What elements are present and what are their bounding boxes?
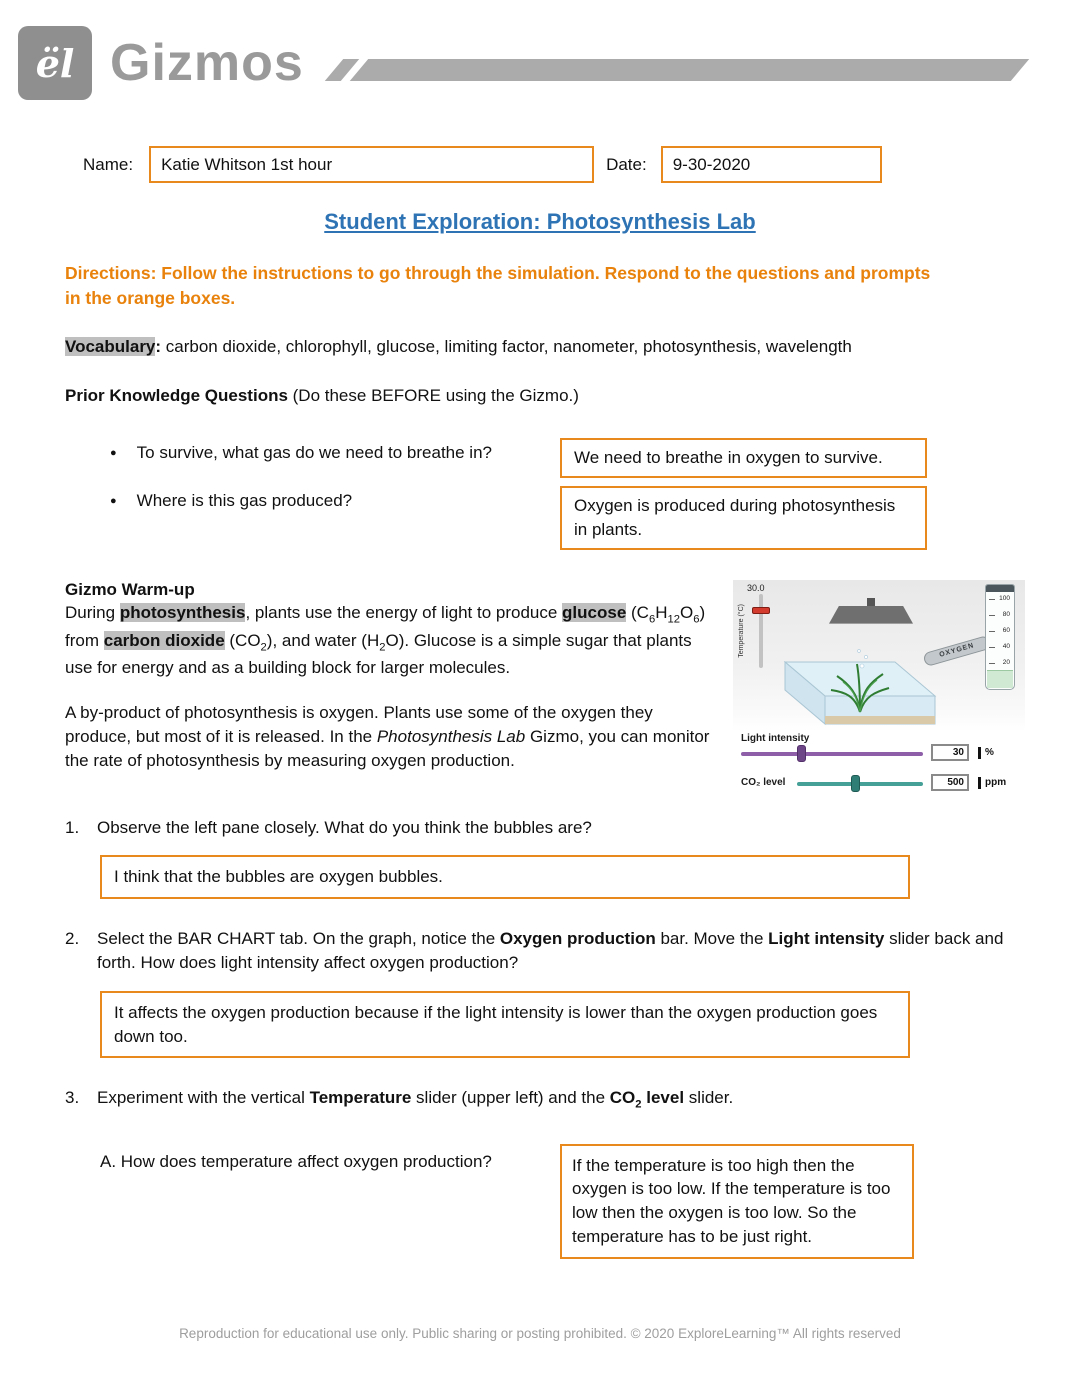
cylinder-cap (986, 585, 1014, 592)
cylinder-tick-40: 40 (1002, 642, 1010, 650)
prior-answer-box-1[interactable]: We need to breathe in oxygen to survive. (560, 438, 927, 478)
aquarium-tank-image (767, 624, 943, 736)
warmup-heading: Gizmo Warm-up (65, 579, 195, 599)
prior-question-list (110, 438, 927, 549)
question-2 (65, 927, 1015, 975)
vocabulary-line: Vocabulary: carbon dioxide, chlorophyll, glucose, limiting factor, nanometer, photosynthesis, wavelength (65, 336, 852, 356)
question-3 (65, 1086, 1015, 1113)
prior-question-2: ● Where is this gas produced? (110, 486, 560, 511)
cylinder-tick-60: 60 (1002, 626, 1010, 634)
light-intensity-slider-track (741, 752, 923, 756)
question-3-number: 3. (65, 1088, 80, 1108)
light-intensity-unit: % (978, 747, 994, 759)
footer-text: Reproduction for educational use only. Public sharing or posting prohibited. © 2020 ExploreLearning™ All rights reserved (179, 1326, 901, 1341)
temperature-slider-handle (752, 607, 770, 614)
date-field[interactable]: 9-30-2020 (661, 146, 882, 183)
question-1 (65, 816, 1015, 840)
cylinder-liquid (987, 670, 1013, 688)
oxygen-tube-label: OXYGEN (922, 635, 991, 667)
light-intensity-slider-handle (797, 745, 806, 762)
page-title: Student Exploration: Photosynthesis Lab (324, 209, 756, 234)
brand-name: Gizmos (110, 34, 304, 92)
co2-level-label: CO₂ level (741, 776, 786, 788)
date-label: Date: (606, 154, 647, 174)
name-label: Name: (83, 154, 134, 174)
co2-value: 500 (931, 774, 969, 791)
temperature-value: 30.0 (747, 582, 765, 593)
gizmo-simulation-image (733, 580, 1025, 810)
answer-box-q3a[interactable]: If the temperature is too high then the oxygen is too low. If the temperature is too low then the oxygen is too low. So the temperature has to be just right. (560, 1144, 914, 1259)
logo-glyph: ël (35, 40, 75, 86)
question-3a-row (100, 1144, 1020, 1259)
temperature-slider-track (759, 594, 763, 668)
lamp-icon (829, 606, 913, 624)
prior-answer-box-2[interactable]: Oxygen is produced during photosynthesis in plants. (560, 486, 927, 550)
name-date-row (83, 146, 1020, 183)
directions-text: Directions: Follow the instructions to go through the simulation. Respond to the questions and prompts in the orange boxes. (65, 263, 931, 308)
question-1-text: Observe the left pane closely. What do you think the bubbles are? (97, 817, 592, 837)
name-field[interactable]: Katie Whitson 1st hour (149, 146, 594, 183)
brand-header (0, 0, 1080, 100)
light-intensity-value: 30 (931, 744, 969, 761)
co2-unit: ppm (978, 777, 1006, 789)
light-intensity-label: Light intensity (741, 732, 810, 744)
question-2-number: 2. (65, 929, 80, 949)
warmup-section (65, 578, 1025, 788)
question-3a-label: A. How does temperature affect oxygen production? (100, 1151, 492, 1171)
prior-knowledge-heading: Prior Knowledge Questions (Do these BEFORE using the Gizmo.) (65, 386, 579, 406)
question-3-text: Experiment with the vertical Temperature slider (upper left) and the $CO_2$ level slider. (97, 1088, 734, 1111)
answer-box-q2[interactable]: It affects the oxygen production because if the light intensity is lower than the oxygen production goes down too. (100, 991, 910, 1059)
question-2-text: Select the BAR CHART tab. On the graph, notice the Oxygen production bar. Move the Light intensity slider back and forth. How does light intensity affect oxygen production? (97, 929, 1004, 973)
co2-slider-handle (851, 775, 860, 792)
cylinder-tick-80: 80 (1002, 610, 1010, 618)
warmup-paragraph-2: A by-product of photosynthesis is oxygen. Plants use some of the oxygen they produce, but most of it is released. In the Photosynthesis Lab Gizmo, you can monitor the rate of photosynthesis by measuring oxygen production. (65, 703, 710, 771)
prior-question-1: ● To survive, what gas do we need to breathe in? (110, 438, 560, 463)
brand-swoosh-notch (341, 59, 368, 81)
temperature-axis-label: Temperature (°C) (738, 603, 746, 658)
cylinder-tick-20: 20 (1002, 658, 1010, 666)
warmup-paragraph-1: During photosynthesis, plants use the energy of light to produce glucose $(C_6H_{12}O_6)$ from carbon dioxide $(CO_2)$, and water $(H_2O)$. Glucose is a simple sugar that plants use for energy and as a building block for larger molecules. (65, 603, 706, 677)
question-1-number: 1. (65, 817, 80, 837)
co2-slider-track (797, 782, 923, 786)
cylinder-tick-100: 100 (999, 594, 1010, 602)
prior-question-row-2 (110, 486, 927, 550)
answer-box-q1[interactable]: I think that the bubbles are oxygen bubbles. (100, 855, 910, 899)
prior-question-row-1 (110, 438, 927, 478)
gizmos-logo-icon (18, 26, 92, 100)
brand-swoosh (325, 59, 1030, 81)
oxygen-cylinder (985, 584, 1015, 690)
lamp-stand-icon (867, 598, 875, 606)
